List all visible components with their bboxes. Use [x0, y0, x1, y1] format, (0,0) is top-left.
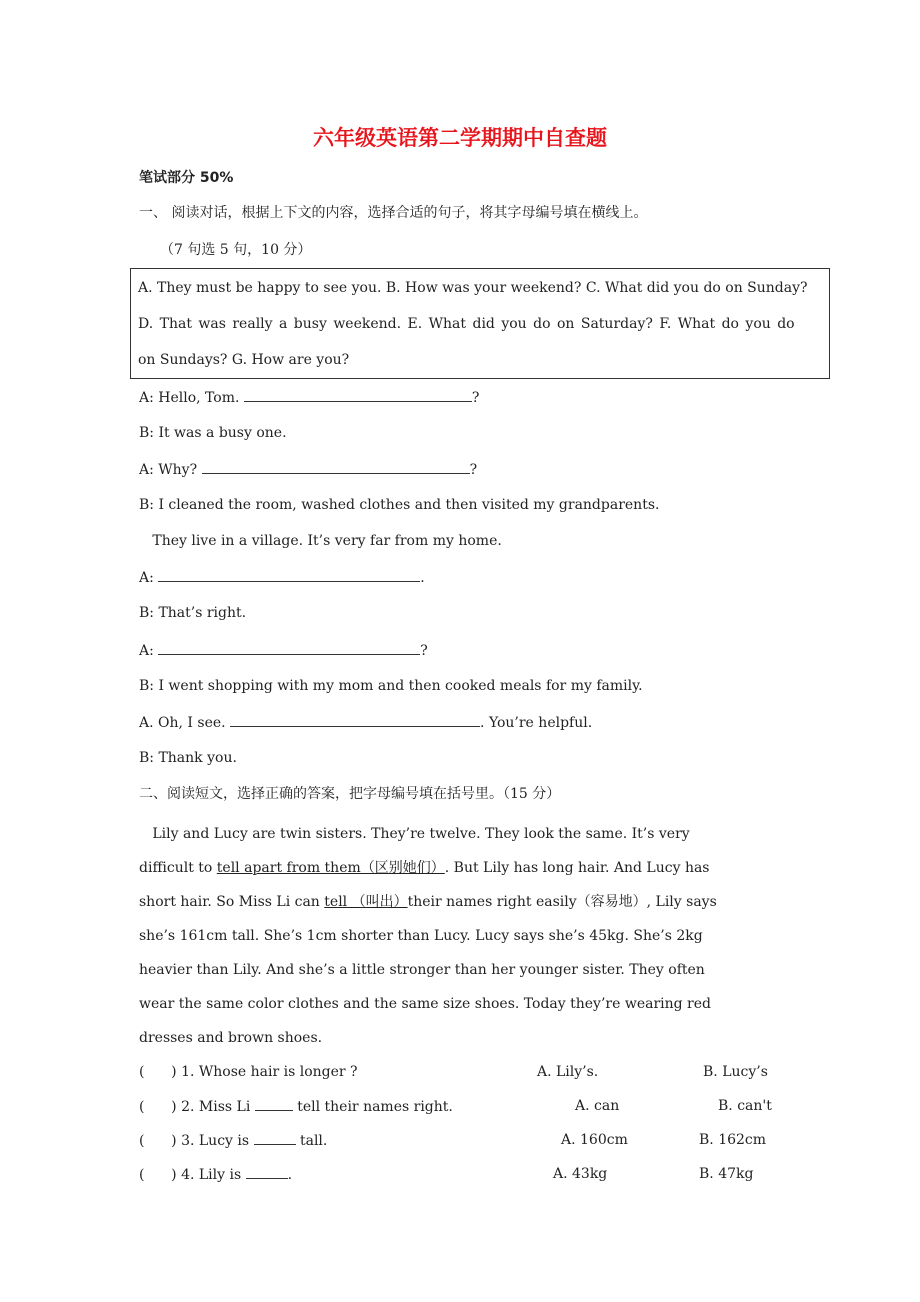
- dialog-line: B: I cleaned the room, washed clothes and then visited my grandparents.: [139, 497, 660, 513]
- passage-line: heavier than Lily. And she’s a little stronger than her younger sister. They often: [139, 962, 705, 978]
- option-a: A. 43kg: [553, 1166, 608, 1182]
- dialog-text: ?: [469, 462, 478, 478]
- dialog-line: [139, 459, 477, 480]
- dialog-text: A: Why?: [139, 462, 202, 478]
- dialog-line: [139, 387, 479, 408]
- dialog-text: A. Oh, I see.: [139, 715, 231, 731]
- passage-line: dresses and brown shoes.: [139, 1030, 323, 1046]
- passage-text: difficult to: [139, 860, 217, 876]
- dialog-line: B: It was a busy one.: [139, 425, 287, 441]
- answer-parens[interactable]: ( ): [139, 1064, 177, 1080]
- dialog-line: [139, 640, 428, 661]
- option-a: A. Lily’s.: [537, 1064, 599, 1080]
- answer-blank[interactable]: [230, 712, 480, 727]
- passage-text: . But Lily has long hair. And Lucy has: [444, 860, 710, 876]
- dialog-text: ?: [471, 390, 480, 406]
- option-b: B. can't: [718, 1098, 772, 1114]
- dialog-line: B: I went shopping with my mom and then cooked meals for my family.: [139, 678, 643, 694]
- option-b: B. 47kg: [699, 1166, 754, 1182]
- passage-line: wear the same color clothes and the same size shoes. Today they’re wearing red: [139, 996, 711, 1012]
- options-box: [130, 268, 830, 379]
- passage-text: short hair. So Miss Li can: [139, 894, 325, 910]
- dialog-line: B: Thank you.: [139, 750, 237, 766]
- dialog-text: A:: [139, 570, 159, 586]
- question-text: 3. Lucy is: [181, 1133, 254, 1149]
- question-text: .: [287, 1167, 293, 1183]
- part1-note: （7 句选 5 句，10 分）: [160, 242, 312, 258]
- dialog-text: ?: [420, 643, 428, 659]
- underlined-phrase: tell apart from them（区别她们）: [216, 860, 445, 876]
- dialog-text: A: Hello, Tom.: [139, 390, 244, 406]
- option-b: B. 162cm: [699, 1132, 767, 1148]
- answer-blank[interactable]: [244, 387, 472, 402]
- question-row: [139, 1164, 839, 1185]
- passage-line: she’s 161cm tall. She’s 1cm shorter than Lucy. Lucy says she’s 45kg. She’s 2kg: [139, 928, 703, 944]
- answer-blank[interactable]: [255, 1096, 293, 1111]
- question-row: [139, 1062, 839, 1082]
- answer-blank[interactable]: [254, 1130, 296, 1145]
- passage-line: [139, 892, 717, 912]
- passage-line: Lily and Lucy are twin sisters. They’re twelve. They look the same. It’s very: [139, 826, 690, 842]
- passage-text: their names right easily（容易地）, Lily says: [407, 894, 717, 910]
- doc-title: 六年级英语第二学期期中自查题: [313, 126, 607, 150]
- question-text: tall.: [295, 1133, 328, 1149]
- answer-parens[interactable]: ( ): [139, 1099, 177, 1115]
- section-label: 笔试部分 50%: [139, 170, 234, 186]
- option-a: A. 160cm: [561, 1132, 628, 1148]
- question-row: [139, 1130, 839, 1151]
- option-a: A. can: [575, 1098, 620, 1114]
- question-text: 2. Miss Li: [181, 1099, 255, 1115]
- answer-blank[interactable]: [202, 459, 470, 474]
- dialog-line: [139, 712, 592, 733]
- answer-blank[interactable]: [158, 640, 420, 655]
- answer-parens[interactable]: ( ): [139, 1167, 177, 1183]
- question-text: tell their names right.: [292, 1099, 453, 1115]
- part1-heading: 一、 阅读对话，根据上下文的内容，选择合适的句子，将其字母编号填在横线上。: [139, 205, 648, 221]
- option-line: on Sundays? G. How are you?: [138, 352, 350, 368]
- question-text: 4. Lily is: [181, 1167, 246, 1183]
- question-row: [139, 1096, 839, 1117]
- dialog-line: They live in a village. It’s very far from my home.: [139, 533, 502, 549]
- dialog-line: B: That’s right.: [139, 605, 247, 621]
- dialog-text: . You’re helpful.: [480, 715, 593, 731]
- dialog-text: A:: [139, 643, 159, 659]
- option-line: D. That was really a busy weekend. E. What did you do on Saturday? F. What do you do: [138, 316, 795, 332]
- answer-parens[interactable]: ( ): [139, 1133, 177, 1149]
- dialog-line: [139, 567, 425, 588]
- underlined-phrase: tell （叫出）: [324, 894, 408, 910]
- answer-blank[interactable]: [158, 567, 420, 582]
- part2-heading: 二、阅读短文，选择正确的答案，把字母编号填在括号里。（15 分）: [139, 786, 561, 802]
- passage-line: [139, 858, 710, 878]
- option-line: A. They must be happy to see you. B. How was your weekend? C. What did you do on Sunday?: [138, 280, 808, 296]
- answer-blank[interactable]: [246, 1164, 288, 1179]
- question-text: 1. Whose hair is longer ?: [181, 1064, 358, 1080]
- dialog-text: .: [420, 570, 425, 586]
- option-b: B. Lucy’s: [703, 1064, 768, 1080]
